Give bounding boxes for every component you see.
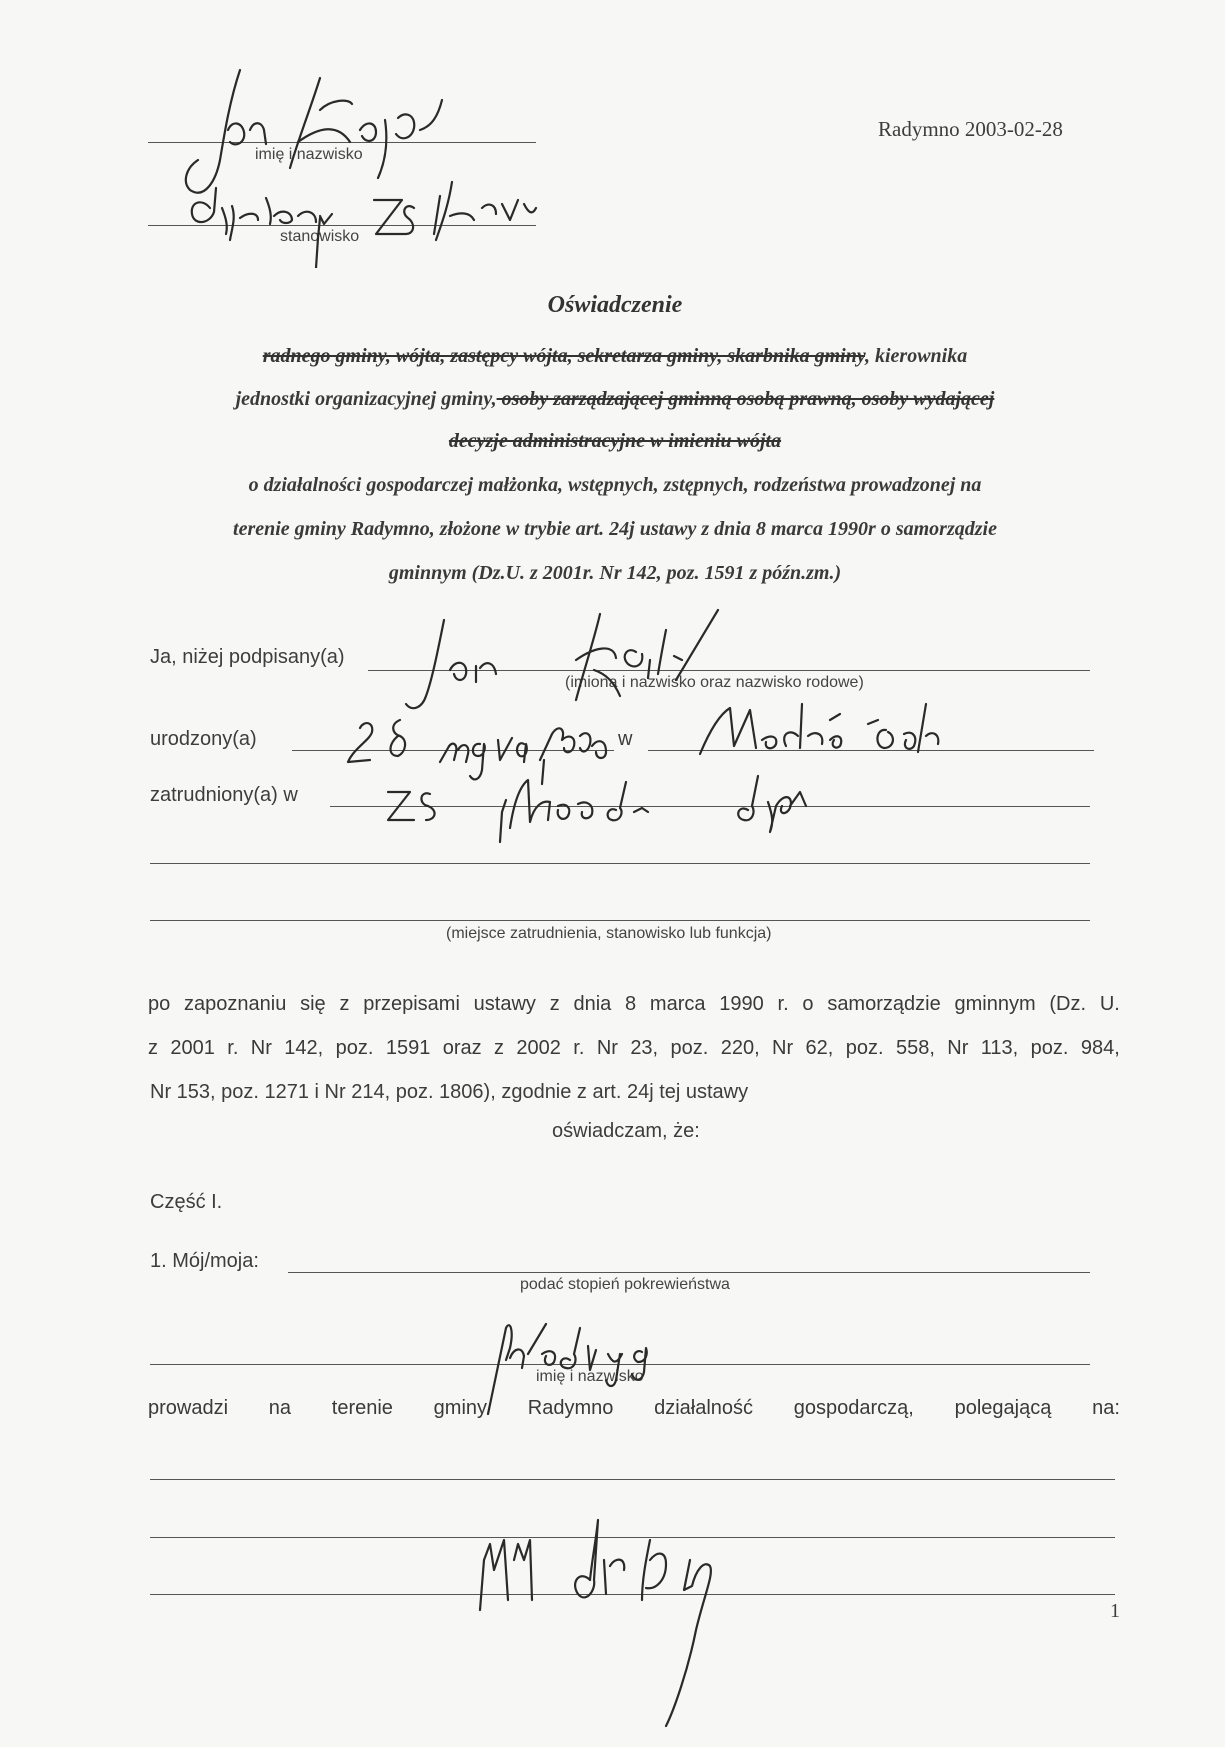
position-caption: stanowisko — [280, 228, 360, 245]
body-line-1 — [148, 993, 1120, 1016]
body-word: poz. — [845, 1037, 884, 1059]
handwritten-birth-place — [690, 690, 960, 770]
body-word: 62, — [805, 1037, 834, 1059]
part-title: Część I. — [150, 1191, 223, 1213]
body-word: Nr — [772, 1037, 794, 1059]
place-date: Radymno 2003-02-28 — [878, 117, 1063, 141]
body-word: po — [148, 993, 171, 1015]
body-word: r. — [227, 1037, 239, 1059]
relative-name-caption: imię i nazwisko — [536, 1368, 644, 1385]
signer-caption: (imiona i nazwisko oraz nazwisko rodowe) — [565, 674, 864, 691]
heading-line-1-struck: radnego gminy, wójta, zastępcy wójta, sekretarza gminy, skarbnika gminy — [262, 345, 865, 367]
name-line — [148, 142, 536, 143]
body-line-2 — [148, 1037, 1120, 1060]
activity-word: gospodarczą, — [793, 1397, 914, 1419]
body-word: (Dz. — [1049, 993, 1087, 1015]
signer-label: Ja, niżej podpisany(a) — [150, 646, 345, 668]
heading-line-2-start: jednostki organizacyjnej gminy, — [235, 388, 497, 410]
body-word: z — [549, 993, 560, 1015]
body-word: marca — [649, 993, 706, 1015]
employment-caption: (miejsce zatrudnienia, stanowisko lub funkcja) — [446, 925, 772, 942]
activity-word: gminy — [433, 1397, 488, 1419]
activity-line-2 — [150, 1479, 1115, 1480]
employment-line-3 — [150, 920, 1090, 921]
handwritten-signer-name — [400, 600, 760, 720]
activity-word: prowadzi — [148, 1397, 229, 1419]
body-word: samorządzie — [827, 993, 941, 1015]
body-word: 1990 — [719, 993, 764, 1015]
body-word: U. — [1099, 993, 1120, 1015]
body-word: 142, — [284, 1037, 324, 1059]
relative-name-line — [150, 1364, 1090, 1365]
activity-word: polegającą — [954, 1397, 1052, 1419]
body-word: z — [494, 1037, 505, 1059]
body-word: 23, — [630, 1037, 659, 1059]
activity-line-3 — [150, 1537, 1115, 1538]
name-caption: imię i nazwisko — [255, 146, 363, 163]
activity-word: na: — [1092, 1397, 1120, 1419]
body-word: 2002 — [516, 1037, 561, 1059]
heading-line-1-rest: , kierownika — [865, 345, 968, 367]
activity-word: na — [268, 1397, 292, 1419]
body-word: z — [339, 993, 350, 1015]
body-word: 558, — [895, 1037, 935, 1059]
born-label: urodzony(a) — [150, 728, 257, 750]
heading-line-4: o działalności gospodarczej małżonka, wstępnych, zstępnych, rodzeństwa prowadzonej na — [248, 474, 982, 496]
handwritten-position — [170, 168, 630, 268]
declare-text: oświadczam, że: — [552, 1120, 700, 1142]
item1-label: 1. Mój/moja: — [150, 1250, 259, 1272]
activity-line — [148, 1397, 1120, 1420]
position-line — [148, 225, 536, 226]
heading-line-6: gminnym (Dz.U. z 2001r. Nr 142, poz. 1591 z późn.zm.) — [388, 562, 842, 584]
activity-line-4 — [150, 1594, 1115, 1595]
body-line-3: Nr 153, poz. 1271 i Nr 214, poz. 1806), zgodnie z art. 24j tej ustawy — [150, 1081, 749, 1103]
body-word: z — [148, 1037, 158, 1059]
activity-word: Radymno — [527, 1397, 614, 1419]
document-title: Oświadczenie — [547, 292, 683, 318]
born-place-line — [648, 750, 1094, 751]
body-word: zapoznaniu — [184, 993, 287, 1015]
heading-line-2-struck: osoby zarządzającej gminną osobą prawną, osoby wydającej — [496, 388, 995, 410]
body-word: o — [802, 993, 814, 1015]
body-word: 2001 — [170, 1037, 215, 1059]
body-word: 984, — [1080, 1037, 1120, 1059]
handwritten-bottom-note — [470, 1500, 760, 1730]
handwritten-birth-date — [330, 700, 633, 790]
employed-line — [330, 806, 1090, 807]
body-word: poz. — [335, 1037, 374, 1059]
body-word: 1591 — [385, 1037, 431, 1059]
employed-label: zatrudniony(a) w — [150, 784, 298, 806]
born-date-line — [292, 750, 614, 751]
heading-line-3 — [110, 430, 1120, 453]
signer-line — [368, 670, 1090, 671]
heading-line-2 — [110, 388, 1120, 411]
body-word: 220, — [720, 1037, 760, 1059]
heading-line-3-struck: decyzje administracyjne w imieniu wójta — [448, 430, 782, 452]
body-word: r. — [777, 993, 789, 1015]
body-word: Nr — [947, 1037, 969, 1059]
body-word: r. — [573, 1037, 585, 1059]
body-word: ustawy — [473, 993, 536, 1015]
body-word: gminnym — [954, 993, 1036, 1015]
body-word: 8 — [625, 993, 637, 1015]
body-word: dnia — [573, 993, 612, 1015]
body-word: poz. — [1030, 1037, 1069, 1059]
employment-line-2 — [150, 863, 1090, 864]
heading-line-5: terenie gminy Radymno, złożone w trybie art. 24j ustawy z dnia 8 marca 1990r o samorządzie — [233, 518, 997, 540]
body-word: poz. — [670, 1037, 709, 1059]
body-word: 113, — [980, 1037, 1019, 1059]
handwritten-employer — [380, 762, 900, 852]
born-in-label: w — [618, 728, 633, 750]
heading-line-1 — [110, 345, 1120, 368]
relation-line — [288, 1272, 1090, 1273]
body-word: Nr — [250, 1037, 272, 1059]
body-word: przepisami — [363, 993, 460, 1015]
activity-word: działalność — [654, 1397, 754, 1419]
relation-caption: podać stopień pokrewieństwa — [520, 1276, 730, 1293]
body-word: oraz — [442, 1037, 482, 1059]
handwritten-name-signature — [170, 60, 470, 210]
page-number: 1 — [1110, 1600, 1120, 1622]
activity-word: terenie — [331, 1397, 393, 1419]
body-word: się — [300, 993, 326, 1015]
body-word: Nr — [596, 1037, 618, 1059]
